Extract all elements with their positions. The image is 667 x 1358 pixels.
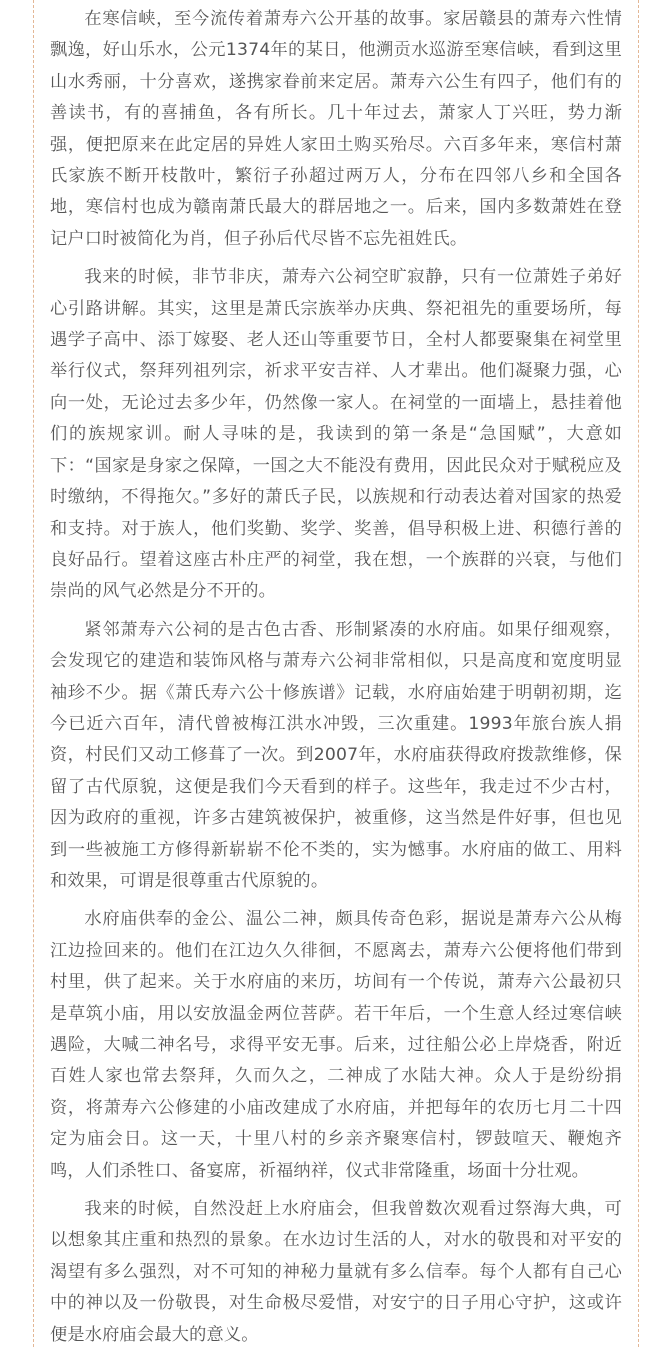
- paragraph-1: 在寒信峡，至今流传着萧寿六公开基的故事。家居赣县的萧寿六性情飘逸，好山乐水，公元1374年的某日，他溯贡水巡游至寒信峡，看到这里山水秀丽，十分喜欢，遂携家眷前来定居。萧寿六公生有四子，他们有的善读书，有的喜捕鱼，各有所长。几十年过去，萧家人丁兴旺，势力渐强，便把原来在此定居的异姓人家田土购买殆尽。六百多年来，寒信村萧氏家族不断开枝散叶，繁衍子孙超过两万人，分布在四邻八乡和全国各地，寒信村也成为赣南萧氏最大的群居地之一。后来，国内多数萧姓在登记户口时被简化为肖，但子孙后代尽皆不忘先祖姓氏。: [50, 9, 622, 249]
- paragraph-4: 水府庙供奉的金公、温公二神，颇具传奇色彩，据说是萧寿六公从梅江边捡回来的。他们在江边久久徘徊，不愿离去，萧寿六公便将他们带到村里，供了起来。关于水府庙的来历，坊间有一个传说，萧寿六公最初只是草筑小庙，用以安放温金两位菩萨。若干年后，一个生意人经过寒信峡遇险，大喊二神名号，求得平安无事。后来，过往船公必上岸烧香，附近百姓人家也常去祭拜，久而久之，二神成了水陆大神。众人于是纷纷捐资，将萧寿六公修建的小庙改建成了水府庙，并把每年的农历七月二十四定为庙会日。这一天，十里八村的乡亲齐聚寒信村，锣鼓喧天、鞭炮齐鸣，人们杀牲口、备宴席，祈福纳祥，仪式非常隆重，场面十分壮观。: [50, 909, 622, 1181]
- article-body: [50, 4, 622, 1358]
- paragraph-5: 我来的时候，自然没赶上水府庙会，但我曾数次观看过祭海大典，可以想象其庄重和热烈的景象。在水边讨生活的人，对水的敬畏和对平安的渴望有多么强烈，对不可知的神秘力量就有多么信奉。每个人都有自己心中的神以及一份敬畏，对生命极尽爱惜，对安宁的日子用心守护，这或许便是水府庙会最大的意义。: [50, 1199, 622, 1345]
- paragraph-3: 紧邻萧寿六公祠的是古色古香、形制紧凑的水府庙。如果仔细观察，会发现它的建造和装饰风格与萧寿六公祠非常相似，只是高度和宽度明显袖珍不少。据《萧氏寿六公十修族谱》记载，水府庙始建于明朝初期，迄今已近六百年，清代曾被梅江洪水冲毁，三次重建。1993年旅台族人捐资，村民们又动工修葺了一次。到2007年，水府庙获得政府拨款维修，保留了古代原貌，这便是我们今天看到的样子。这些年，我走过不少古村，因为政府的重视，许多古建筑被保护，被重修，这当然是件好事，但也见到一些被施工方修得新崭崭不伦不类的，实为憾事。水府庙的做工、用料和效果，可谓是很尊重古代原貌的。: [50, 619, 622, 891]
- paragraph-2: 我来的时候，非节非庆，萧寿六公祠空旷寂静，只有一位萧姓子弟好心引路讲解。其实，这里是萧氏宗族举办庆典、祭祀祖先的重要场所，每遇学子高中、添丁嫁娶、老人还山等重要节日，全村人都要聚集在祠堂里举行仪式，祭拜列祖列宗，祈求平安吉祥、人才辈出。他们凝聚力强，心向一处，无论过去多少年，仍然像一家人。在祠堂的一面墙上，悬挂着他们的族规家训。耐人寻味的是，我读到的第一条是“急国赋”，大意如下：“国家是身家之保障，一国之大不能没有费用，因此民众对于赋税应及时缴纳，不得拖欠。”多好的萧氏子民，以族规和行动表达着对国家的热爱和支持。对于族人，他们奖勤、奖学、奖善，倡导积极上进、积德行善的良好品行。望着这座古朴庄严的祠堂，我在想，一个族群的兴衰，与他们崇尚的风气必然是分不开的。: [50, 267, 622, 602]
